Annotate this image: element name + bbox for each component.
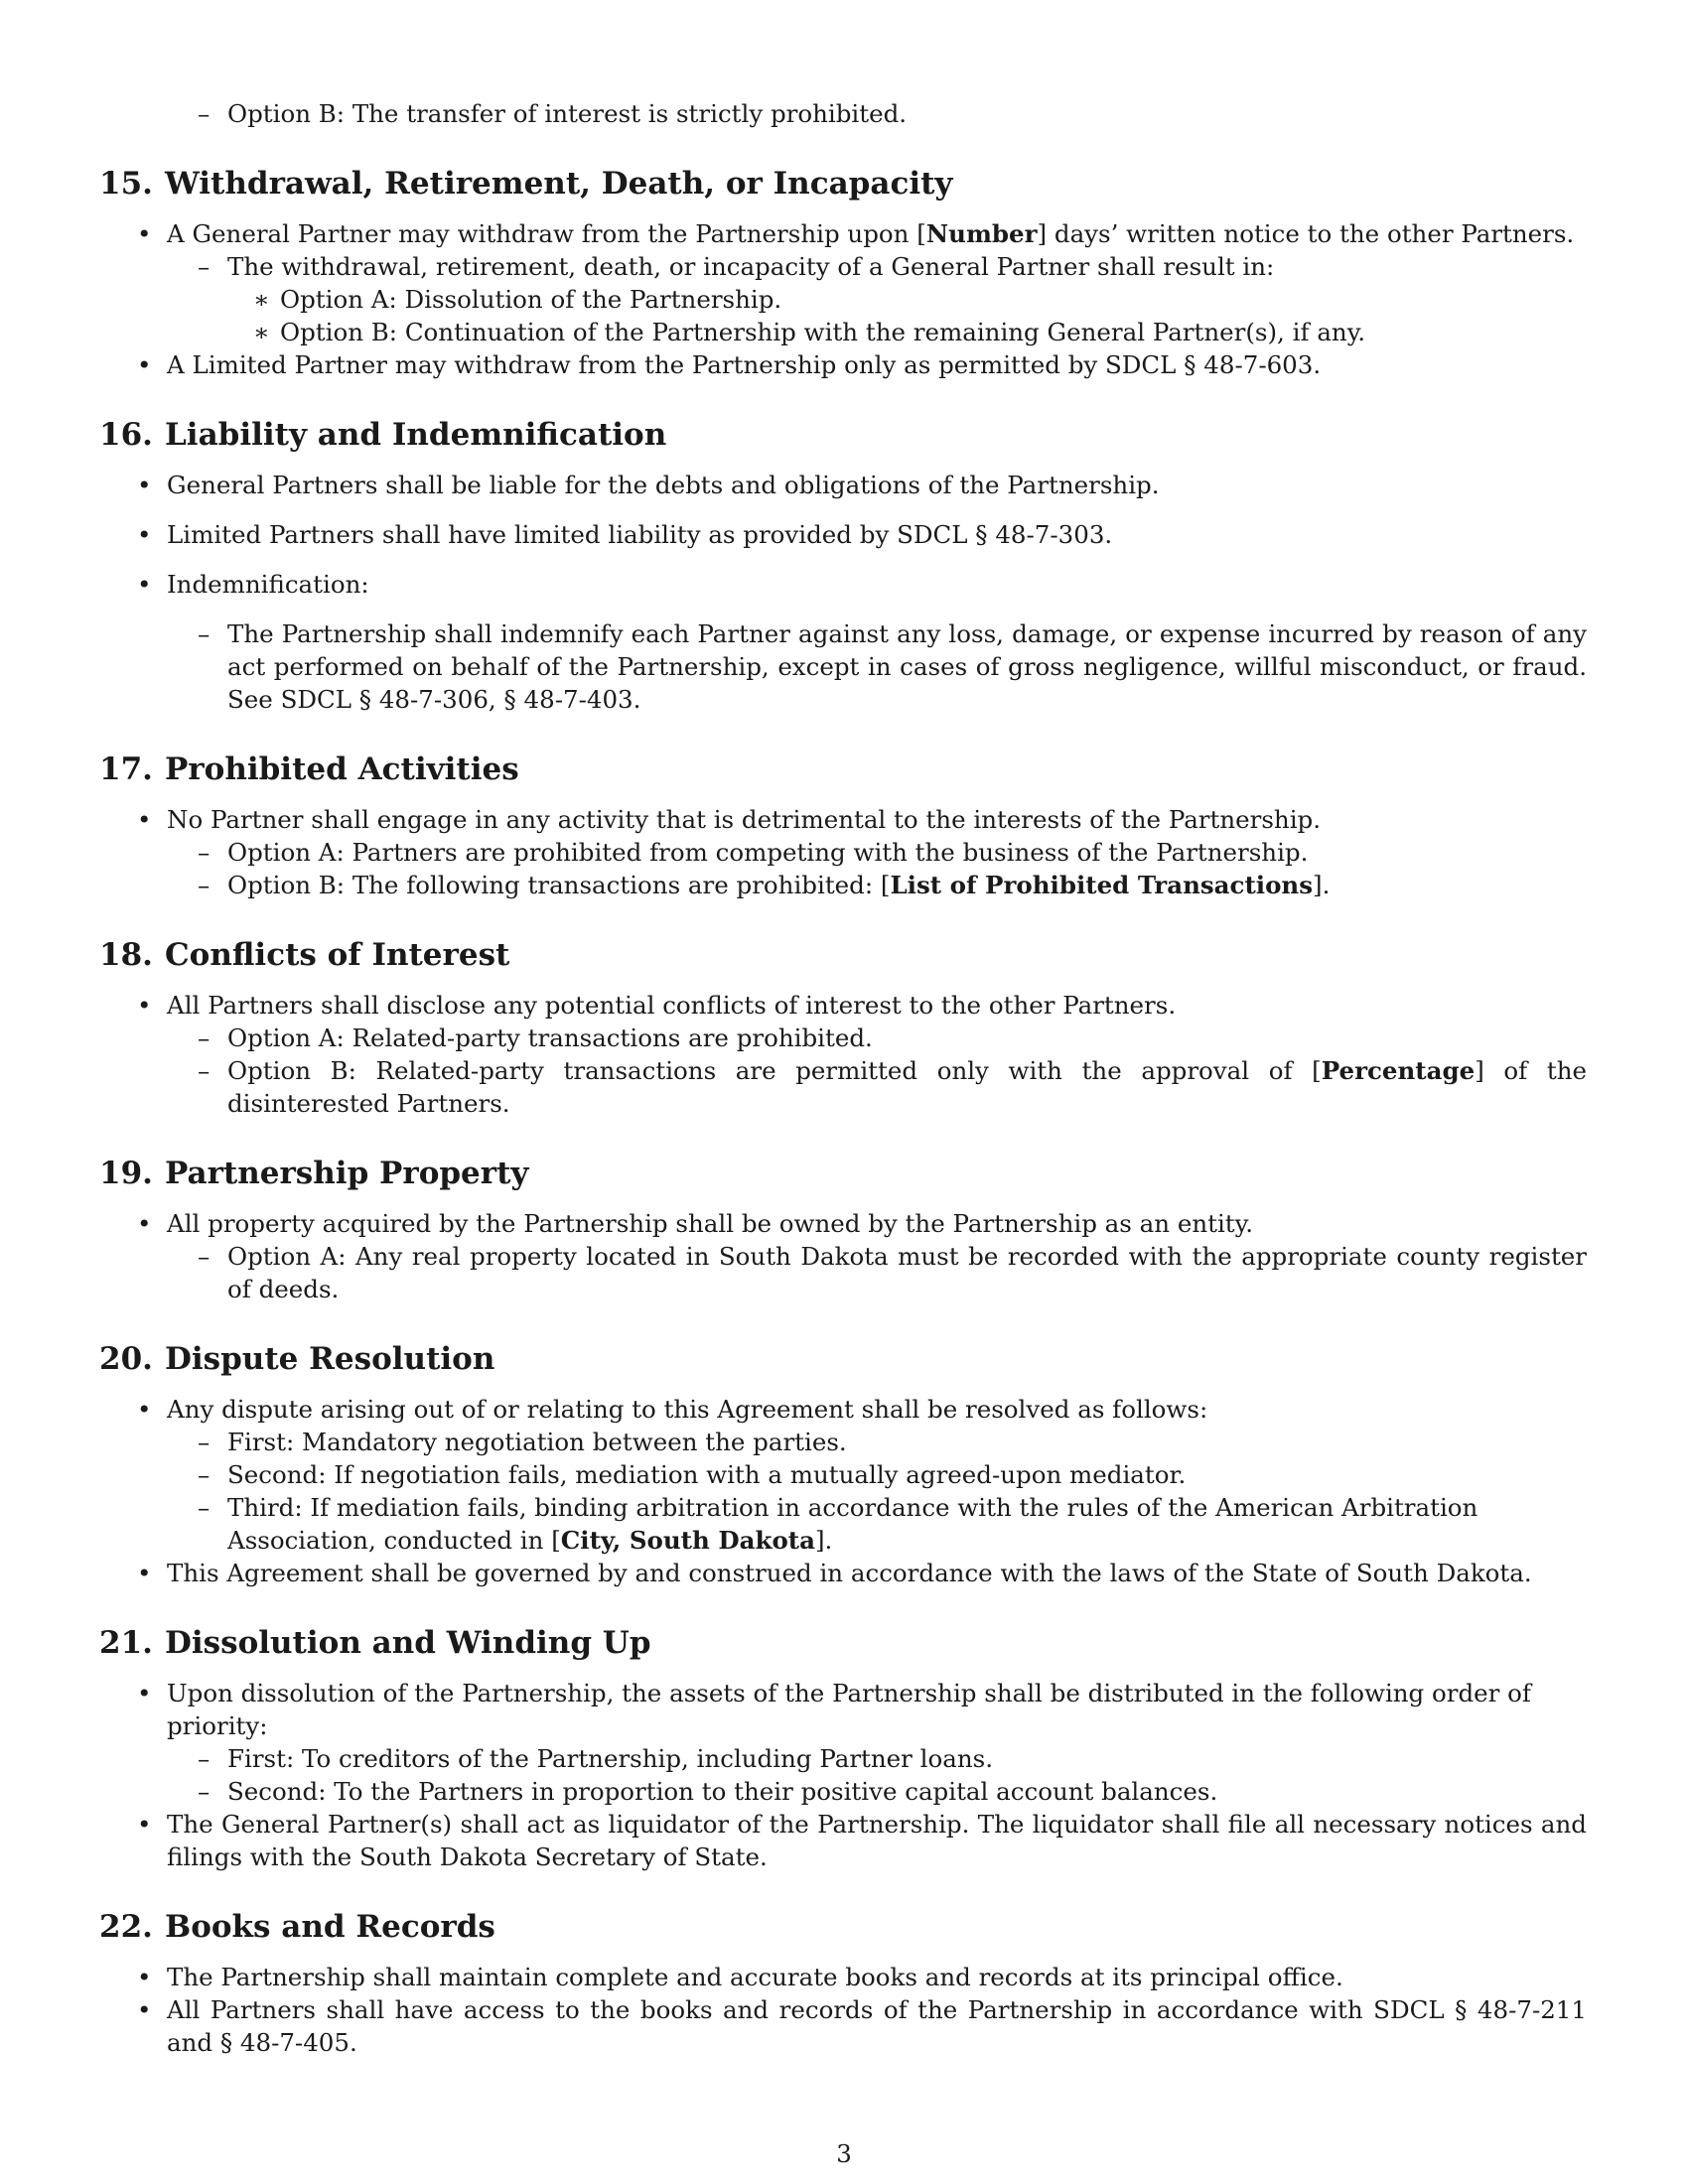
list-item: – Second: If negotiation fails, mediation with a mutually agreed-upon mediator.: [99, 1458, 1587, 1491]
list-item: • All property acquired by the Partnership shall be owned by the Partnership as an entity.: [99, 1207, 1587, 1240]
list-item: ∗ Option A: Dissolution of the Partnership.: [99, 283, 1587, 316]
list-item: • A General Partner may withdraw from the Partnership upon [Number] days’ written notice to the other Partners.: [99, 217, 1587, 250]
list-item: ∗ Option B: Continuation of the Partnership with the remaining General Partner(s), if any.: [99, 316, 1587, 348]
list-item: – Second: To the Partners in proportion to their positive capital account balances.: [99, 1775, 1587, 1808]
list-item: • A Limited Partner may withdraw from the Partnership only as permitted by SDCL § 48-7-603.: [99, 348, 1587, 381]
list-item: – Option B: The following transactions are prohibited: [List of Prohibited Transactions].: [99, 869, 1587, 901]
list-item: • The Partnership shall maintain complete and accurate books and records at its principal office.: [99, 1961, 1587, 1993]
list-item: – Third: If mediation fails, binding arbitration in accordance with the rules of the American Arbitration Association, conducted in [City, South Dakota].: [99, 1491, 1587, 1557]
list-item: – The withdrawal, retirement, death, or incapacity of a General Partner shall result in:: [99, 250, 1587, 283]
list-item: • This Agreement shall be governed by and construed in accordance with the laws of the State of South Dakota.: [99, 1557, 1587, 1589]
placeholder-city: City, South Dakota: [560, 1526, 815, 1555]
list-item: – First: To creditors of the Partnership, including Partner loans.: [99, 1742, 1587, 1775]
list-item: • The General Partner(s) shall act as liquidator of the Partnership. The liquidator shall file all necessary notices and filings with the South Dakota Secretary of State.: [99, 1808, 1587, 1873]
section-heading-22: 22. Books and Records: [99, 1909, 495, 1945]
list-item: • Limited Partners shall have limited liability as provided by SDCL § 48-7-303.: [99, 518, 1587, 551]
list-item: – Option A: Related-party transactions are prohibited.: [99, 1022, 1587, 1054]
section-heading-20: 20. Dispute Resolution: [99, 1341, 495, 1377]
section-heading-16: 16. Liability and Indemnification: [99, 417, 667, 453]
list-item: – The Partnership shall indemnify each Partner against any loss, damage, or expense incurred by reason of any act performed on behalf of the Partnership, except in cases of gross negligence, willful misconduct, or fraud. See SDCL § 48-7-306, § 48-7-403.: [99, 617, 1587, 716]
placeholder-number: Number: [925, 219, 1038, 248]
section-heading-19: 19. Partnership Property: [99, 1156, 529, 1191]
list-item: • All Partners shall have access to the books and records of the Partnership in accordance with SDCL § 48-7-211 and § 48-7-405.: [99, 1993, 1587, 2059]
list-item: • No Partner shall engage in any activity that is detrimental to the interests of the Partnership.: [99, 803, 1587, 836]
list-item: – Option A: Any real property located in South Dakota must be recorded with the appropriate county register of deeds.: [99, 1240, 1587, 1305]
list-item: – First: Mandatory negotiation between the parties.: [99, 1426, 1587, 1458]
section-heading-18: 18. Conflicts of Interest: [99, 937, 510, 973]
list-item: • General Partners shall be liable for the debts and obligations of the Partnership.: [99, 469, 1587, 501]
page-number: 3: [836, 2139, 852, 2168]
list-item: – Option A: Partners are prohibited from competing with the business of the Partnership.: [99, 836, 1587, 869]
list-item: • Any dispute arising out of or relating to this Agreement shall be resolved as follows:: [99, 1393, 1587, 1426]
placeholder-percentage: Percentage: [1321, 1056, 1476, 1085]
document-page: [99, 97, 1587, 2059]
section-heading-15: 15. Withdrawal, Retirement, Death, or Incapacity: [99, 166, 953, 202]
list-item: • Indemnification:: [99, 568, 1587, 601]
placeholder-prohibited-transactions: List of Prohibited Transactions: [890, 871, 1314, 899]
list-item: – Option B: The transfer of interest is strictly prohibited.: [99, 97, 1587, 130]
section-heading-17: 17. Prohibited Activities: [99, 751, 519, 787]
list-item: • Upon dissolution of the Partnership, the assets of the Partnership shall be distributed in the following order of priority:: [99, 1677, 1587, 1742]
list-item: • All Partners shall disclose any potential conflicts of interest to the other Partners.: [99, 989, 1587, 1022]
list-item: – Option B: Related-party transactions are permitted only with the approval of [Percentage] of the disinterested Partners.: [99, 1054, 1587, 1120]
section-heading-21: 21. Dissolution and Winding Up: [99, 1625, 651, 1661]
